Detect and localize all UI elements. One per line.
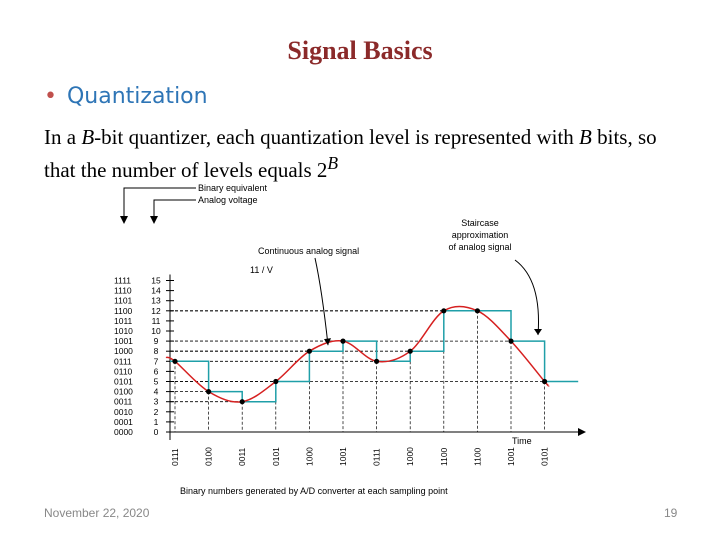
label-staircase: Staircase	[461, 218, 499, 228]
level-decimal-label: 11	[151, 315, 161, 326]
level-binary-label: 0011	[114, 396, 133, 407]
sample-code-label: 1100	[472, 447, 483, 466]
xaxis-caption: Binary numbers generated by A/D converter at each sampling point	[180, 486, 448, 496]
sample-code-label: 0100	[203, 447, 214, 466]
text-var-b: B	[579, 125, 592, 149]
sample-code-label: 1001	[506, 447, 516, 466]
label-binary-equivalent: Binary equivalent	[198, 183, 268, 193]
leader-analog	[154, 200, 196, 222]
arrow-icon	[534, 329, 542, 335]
sample-point	[542, 379, 547, 384]
level-binary-label: 1100	[114, 305, 133, 316]
level-binary-label: 0100	[114, 386, 133, 397]
sample-point	[475, 308, 480, 313]
level-binary-label: 1101	[114, 295, 133, 306]
sample-point	[408, 349, 413, 354]
level-binary-label: 0111	[114, 356, 132, 367]
level-binary-label: 0110	[114, 366, 133, 377]
text-part: -bit quantizer, each quantization level is represented with	[94, 125, 580, 149]
label-continuous: Continuous analog signal	[258, 246, 360, 256]
sample-point	[206, 389, 211, 394]
level-decimal-label: 10	[151, 326, 161, 336]
level-binary-label: 1001	[114, 336, 133, 347]
label-staircase: approximation	[451, 230, 509, 240]
sample-point	[273, 379, 278, 384]
sample-point	[374, 359, 379, 364]
sample-code-label: 0111	[371, 448, 382, 466]
arrow-icon	[150, 216, 158, 224]
text-part: bits, so that the number of levels equals 2	[44, 125, 657, 182]
level-binary-label: 0001	[114, 416, 133, 427]
sample-code-label: 0111	[170, 448, 180, 466]
level-decimal-label: 13	[151, 295, 161, 306]
slide-title: Signal Basics	[287, 36, 433, 65]
sample-point	[508, 339, 513, 344]
level-binary-label: 1010	[114, 326, 133, 336]
label-staircase: of analog signal	[448, 242, 512, 252]
body-paragraph	[44, 124, 684, 183]
level-binary-label: 1111	[114, 275, 132, 286]
level-binary-label: 1011	[114, 315, 133, 326]
level-binary-label: 0000	[114, 427, 133, 437]
leader-binary	[124, 188, 196, 222]
level-decimal-label: 6	[153, 366, 159, 377]
sample-code-label: 0101	[270, 447, 281, 466]
level-binary-label: 1110	[114, 285, 132, 296]
time-label: Time	[512, 436, 532, 446]
x-axis-arrow-icon	[578, 428, 586, 436]
level-decimal-label: 9	[153, 336, 159, 347]
sample-point	[340, 339, 345, 344]
page-number: 19	[664, 506, 678, 520]
bullet-item	[44, 84, 208, 109]
sample-point	[240, 399, 245, 404]
bullet-dot-icon: •	[44, 84, 57, 109]
sample-code-label: 1001	[338, 447, 348, 466]
arrow-icon	[120, 216, 128, 224]
text-exponent: B	[327, 153, 339, 173]
staircase-line	[170, 311, 578, 402]
leader-continuous	[315, 258, 328, 345]
sample-point	[441, 308, 446, 313]
level-decimal-label: 1	[153, 416, 159, 427]
sample-code-label: 1000	[304, 447, 315, 466]
text-part: In a	[44, 125, 82, 149]
analog-signal-curve	[166, 306, 549, 402]
level-binary-label: 0101	[114, 376, 133, 387]
level-decimal-label: 15	[151, 275, 161, 286]
level-decimal-label: 14	[151, 285, 161, 296]
bullet-label: Quantization	[66, 84, 208, 109]
level-decimal-label: 7	[153, 356, 159, 367]
sample-code-label: 1100	[438, 447, 449, 466]
level-decimal-label: 5	[153, 376, 159, 387]
level-decimal-label: 4	[153, 386, 159, 397]
level-decimal-label: 8	[153, 346, 159, 357]
level-decimal-label: 2	[153, 406, 159, 417]
sample-code-label: 1000	[405, 447, 416, 466]
level-decimal-label: 12	[151, 305, 161, 316]
sample-code-label: 0101	[539, 447, 550, 466]
sample-point	[172, 359, 177, 364]
level-decimal-label: 3	[153, 396, 159, 407]
leader-staircase	[515, 260, 539, 335]
level-binary-label: 1000	[114, 346, 133, 357]
sample-point	[307, 349, 312, 354]
footer-date: November 22, 2020	[44, 506, 150, 520]
text-var-b: B	[81, 125, 95, 149]
label-level-marker: 11 / V	[250, 265, 273, 275]
sample-code-label: 0011	[237, 447, 248, 466]
quantization-figure	[110, 180, 600, 500]
label-analog-voltage: Analog voltage	[198, 195, 258, 205]
level-binary-label: 0010	[114, 406, 133, 417]
level-decimal-label: 0	[153, 427, 159, 437]
